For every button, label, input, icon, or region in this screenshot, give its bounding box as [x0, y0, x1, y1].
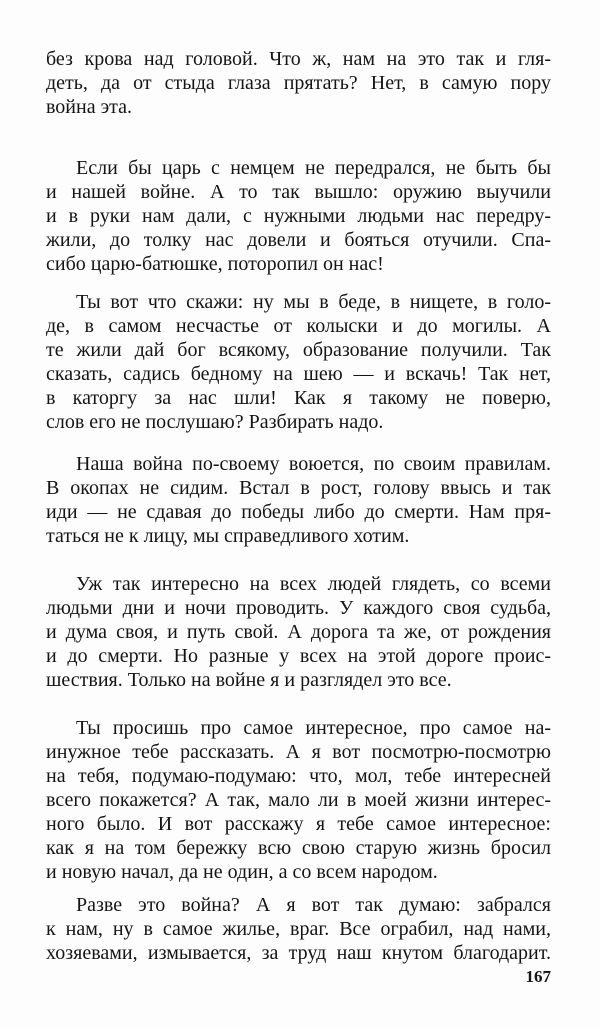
text-line: Разве это война? А я вот так думаю: забрался	[76, 894, 551, 916]
text-line: всего покажется? А так, мало ли в моей жизни интерес-	[46, 789, 551, 811]
text-line: в каторгу за нас шли! Как я такому не поверю,	[46, 387, 551, 409]
text-line: Уж так интересно на всех людей глядеть, со всеми	[76, 573, 551, 595]
text-line: к нам, ну в самое жилье, враг. Все ограбил, над нами,	[46, 918, 551, 940]
page-number: 167	[525, 967, 551, 986]
text-line: инужное тебе рассказать. А я вот посмотрю-посмотрю	[46, 741, 551, 763]
text-line: война эта.	[46, 96, 133, 118]
text-line: ного было. И вот расскажу я тебе самое интересное:	[46, 813, 551, 835]
text-line: и в руки нам дали, с нужными людьми нас передру-	[46, 205, 551, 227]
text-line: сибо царю-батюшке, поторопил он нас!	[46, 253, 384, 275]
text-line: де, в самом несчастье от колыски и до могилы. А	[46, 315, 551, 337]
text-line: жили, до толку нас довели и бояться отучили. Спа-	[46, 229, 551, 251]
text-line: шествия. Только на войне я и разглядел это все.	[46, 669, 452, 691]
text-line: и новую начал, да не один, а со всем народом.	[46, 861, 438, 883]
text-line: Если бы царь с немцем не передрался, не быть бы	[76, 157, 551, 179]
text-line: иди — не сдавая до победы либо до смерти. Нам пря-	[46, 501, 551, 523]
text-line: слов его не послушаю? Разбирать надо.	[46, 411, 384, 433]
text-line: людьми дни и ночи проводить. У каждого своя судьба,	[46, 597, 551, 619]
text-line: таться не к лицу, мы справедливого хотим.	[46, 525, 410, 547]
text-line: и до смерти. Но разные у всех на этой дороге проис-	[46, 645, 551, 667]
text-line: и дума своя, и путь свой. А дорога та же, от рождения	[46, 621, 551, 643]
text-line: В окопах не сидим. Встал в рост, голову ввысь и так	[46, 477, 551, 499]
text-line: сказать, садись бедному на шею — и вскачь! Так нет,	[46, 363, 551, 385]
text-line: Наша война по-своему воюется, по своим правилам.	[76, 453, 551, 475]
text-line: деть, да от стыда глаза прятать? Нет, в самую пору	[46, 72, 551, 94]
text-line: те жили дай бог всякому, образование получили. Так	[46, 339, 551, 361]
text-line: как я на том бережку всю свою старую жизнь бросил	[46, 837, 551, 859]
text-line: хозяевами, измывается, за труд наш кнутом благодарит.	[46, 942, 551, 964]
text-line: Ты вот что скажи: ну мы в беде, в нищете, в голо-	[76, 291, 551, 313]
text-line: и нашей войне. А то так вышло: оружию выучили	[46, 181, 551, 203]
text-line: Ты просишь про самое интересное, про самое на-	[76, 717, 551, 739]
text-line: на тебя, подумаю-подумаю: что, мол, тебе интересней	[46, 765, 551, 787]
text-line: без крова над головой. Что ж, нам на это так и гля-	[46, 48, 551, 70]
